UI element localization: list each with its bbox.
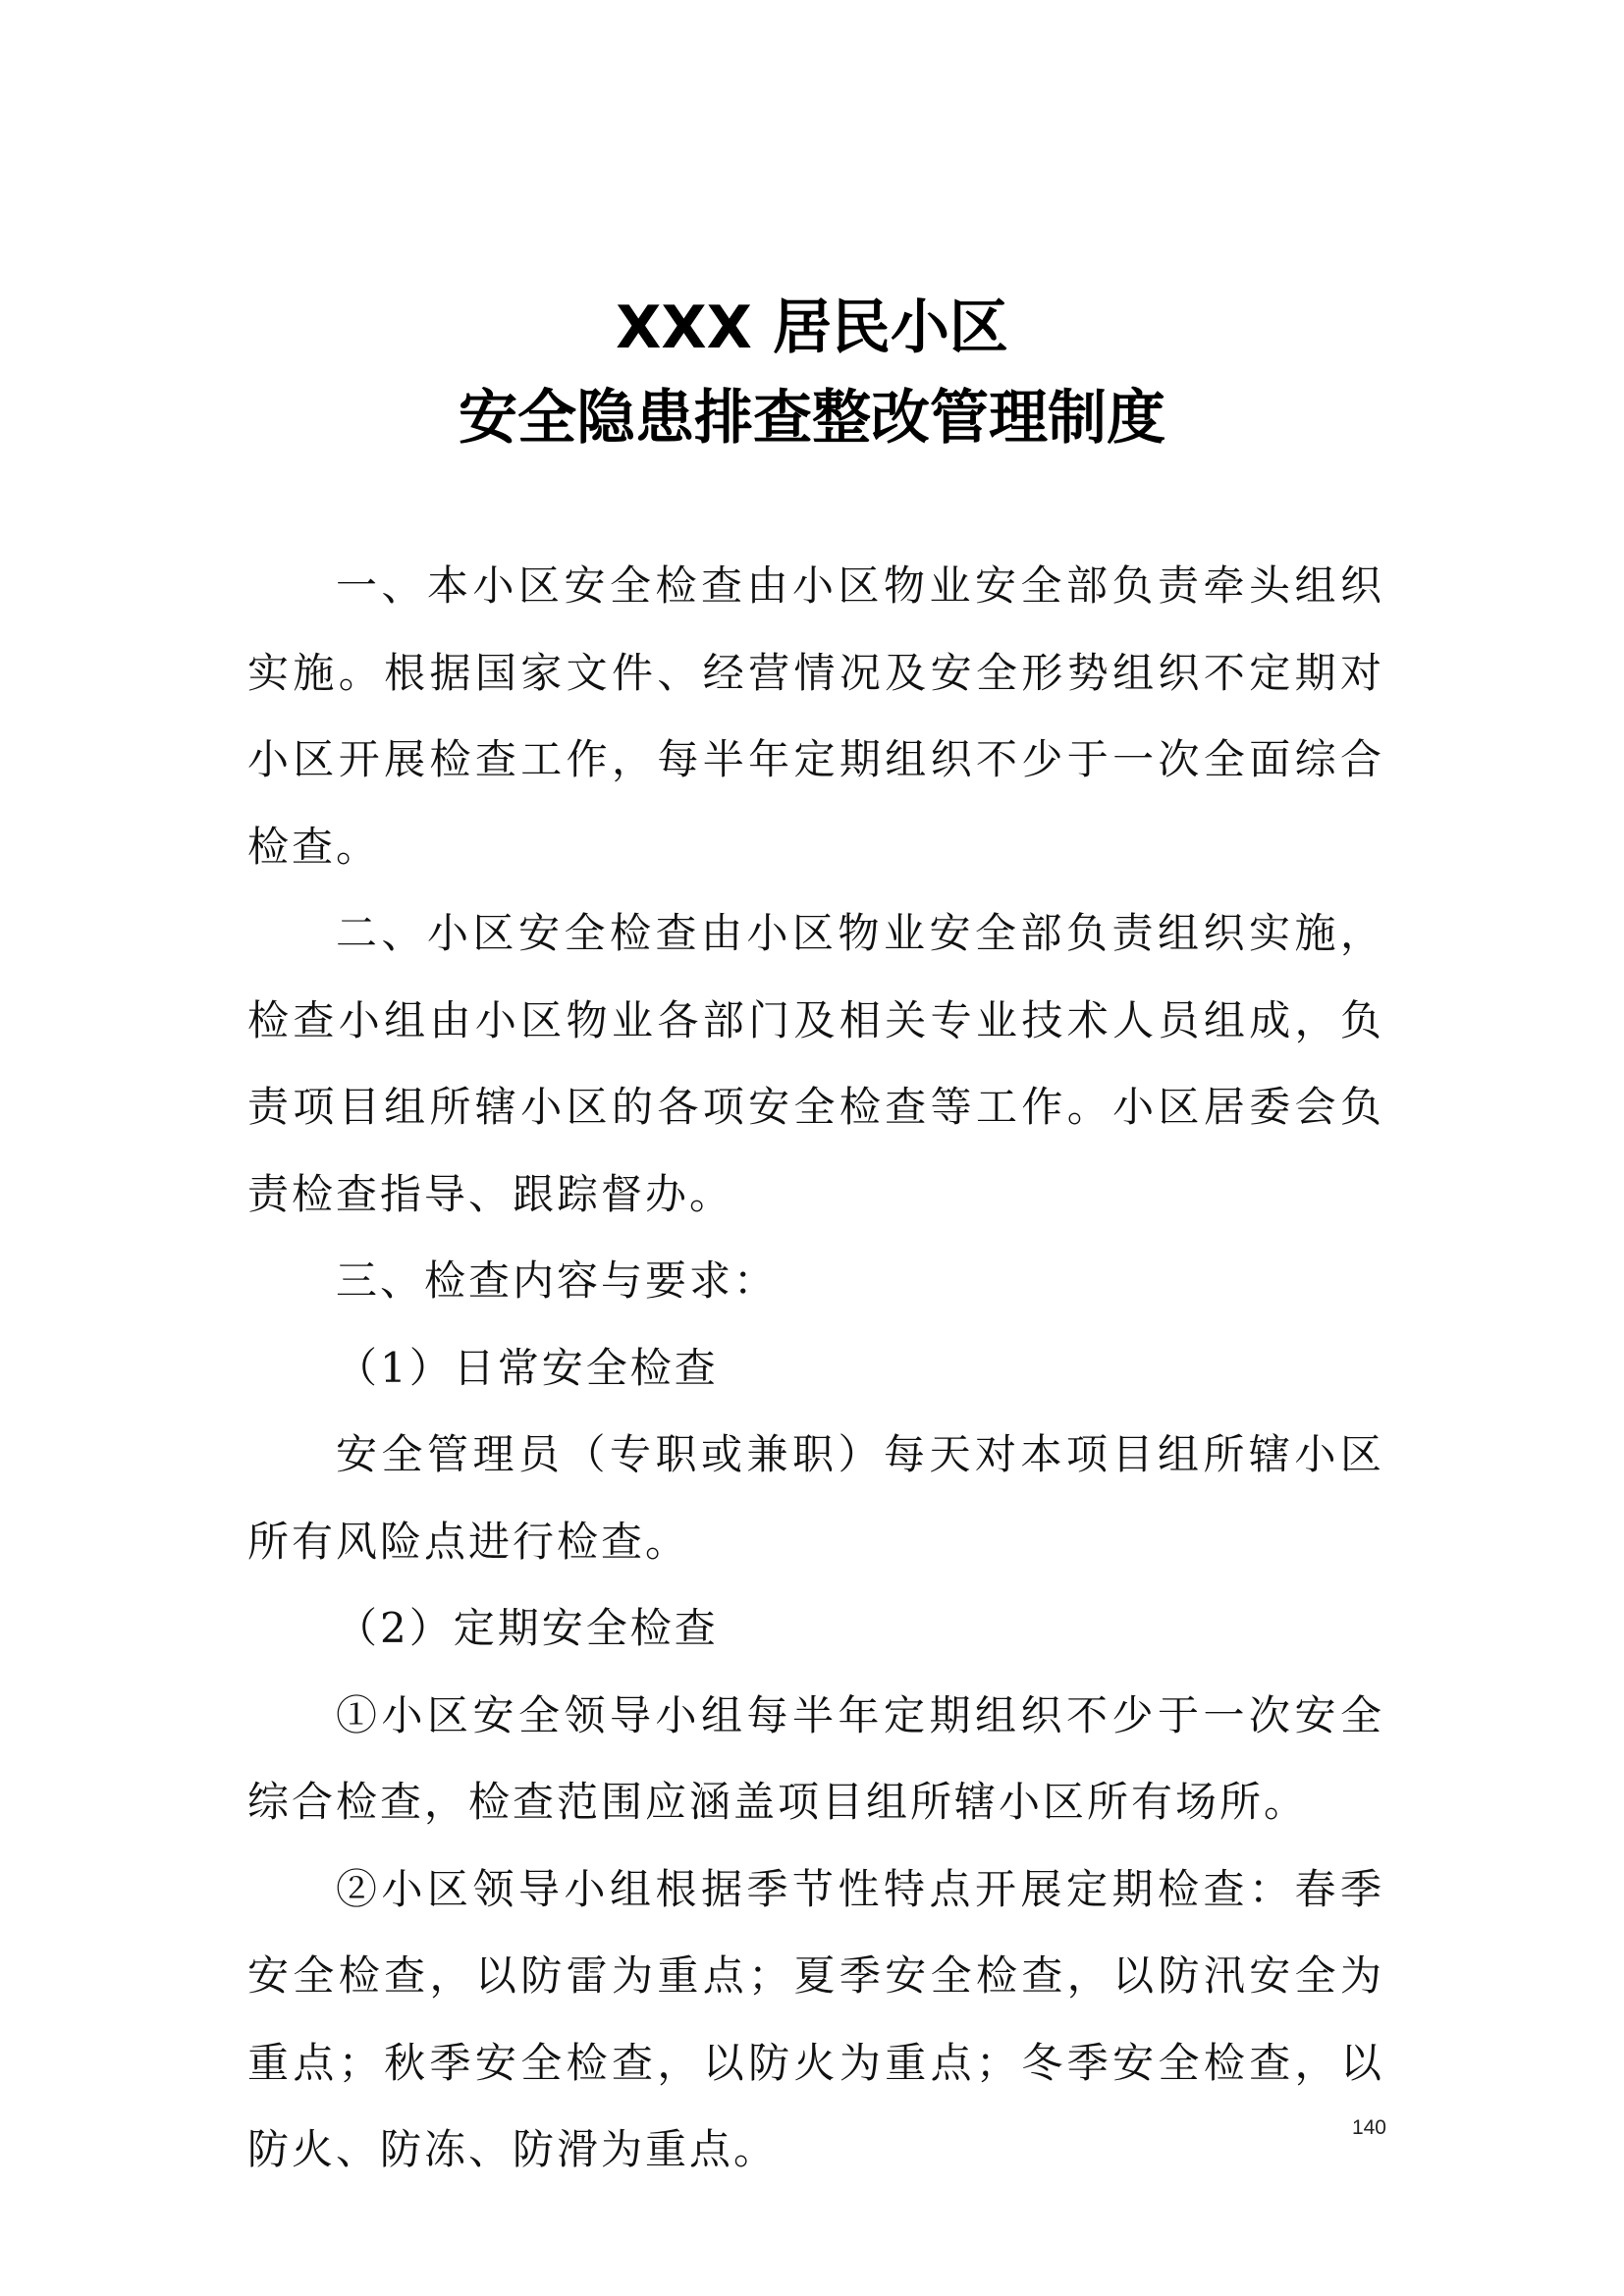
document-body: [247, 543, 1384, 2194]
paragraph-8: ②小区领导小组根据季节性特点开展定期检查：春季安全检查，以防雷为重点；夏季安全检查，以防汛安全为重点；秋季安全检查，以防火为重点；冬季安全检查，以防火、防冻、防滑为重点。: [247, 1864, 1384, 2173]
paragraph-5: 安全管理员（专职或兼职）每天对本项目组所辖小区所有风险点进行检查。: [247, 1430, 1384, 1566]
paragraph-1: 一、本小区安全检查由小区物业安全部负责牵头组织实施。根据国家文件、经营情况及安全形势组织不定期对小区开展检查工作，每半年定期组织不少于一次全面综合检查。: [247, 561, 1384, 871]
paragraph-3: 三、检查内容与要求：: [336, 1256, 779, 1305]
paragraph-4: （1）日常安全检查: [336, 1343, 719, 1392]
paragraph-7: ①小区安全领导小组每半年定期组织不少于一次安全综合检查，检查范围应涵盖项目组所辖小区所有场所。: [247, 1690, 1384, 1826]
paragraph-2: 二、小区安全检查由小区物业安全部负责组织实施，检查小组由小区物业各部门及相关专业技术人员组成，负责项目组所辖小区的各项安全检查等工作。小区居委会负责检查指导、跟踪督办。: [247, 909, 1384, 1218]
paragraph-6: （2）定期安全检查: [336, 1604, 719, 1652]
page-number: 140: [1351, 2116, 1386, 2139]
title-line-1: XXX 居民小区: [616, 294, 1008, 362]
document-title: [0, 283, 1624, 463]
title-line-2: 安全隐患排查整改管理制度: [459, 384, 1165, 453]
